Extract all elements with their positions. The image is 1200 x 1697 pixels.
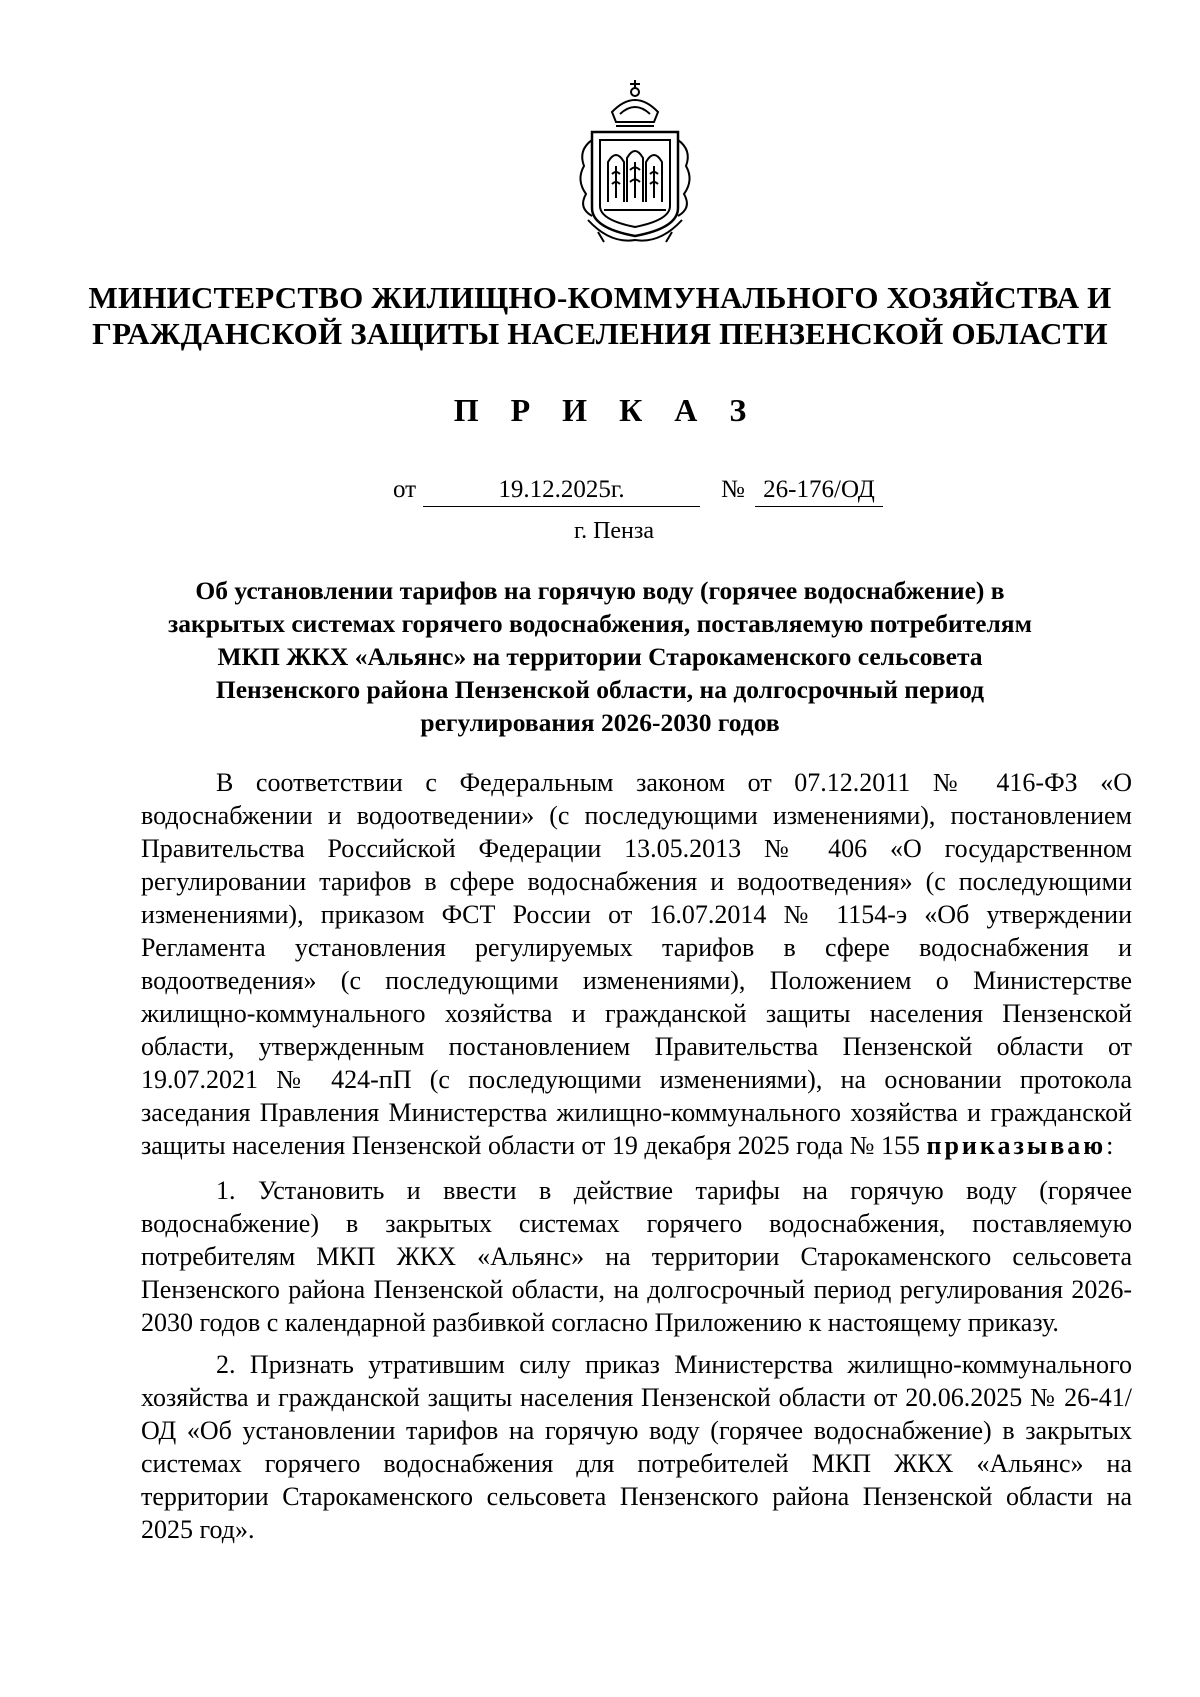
order-item-2: 2. Признать утратившим силу приказ Министерства жилищно-коммунального хозяйства и гражданской защиты населения Пензенской области от 20.06.2025 № 26-41/ОД «Об установлении тарифов на горячую воду (горячее водоснабжение) в закрытых системах горячего водоснабжения для потребителей МКП ЖКХ «Альянс» на территории Старокаменского сельсовета Пензенского района Пензенской области на 2025 год». [141, 1350, 1132, 1544]
ministry-name-line-1: МИНИСТЕРСТВО ЖИЛИЩНО-КОММУНАЛЬНОГО ХОЗЯЙСТВА И [88, 280, 1112, 315]
preamble-text: В соответствии с Федеральным законом от 07.12.2011 № 416-ФЗ «О водоснабжении и водоотведении» (с последующими изменениями), постановлением Правительства Российской Федерации 13.05.2013 № 406 «О государственном регулировании тарифов в сфере водоснабжения и водоотведения» (с последующими изменениями), приказом ФСТ России от 16.07.2014 № 1154-э «Об утверждении Регламента установления регулируемых тарифов в сфере водоснабжения и водоотведения» (с последующими изменениями), Положением о Министерстве жилищно-коммунального хозяйства и гражданской защиты населения Пензенской области, утвержденным постановлением Правительства Пензенской области от 19.07.2021 № 424-пП (с последующими изменениями), на основании протокола заседания Правления Министерства жилищно-коммунального хозяйства и гражданской защиты населения Пензенской области от 19 декабря 2025 года № 155 [141, 768, 1132, 1160]
order-item-1: 1. Установить и ввести в действие тарифы на горячую воду (горячее водоснабжение) в закрытых системах горячего водоснабжения, поставляемую потребителям МКП ЖКХ «Альянс» на территории Старокаменского сельсовета Пензенского района Пензенской области, на долгосрочный период регулирования 2026-2030 годов с календарной разбивкой согласно Приложению к настоящему приказу. [141, 1176, 1132, 1337]
ministry-name [60, 280, 1140, 352]
document-subject [150, 574, 1050, 739]
preamble-paragraph [141, 766, 1132, 1162]
document-type-title: П Р И К А З [453, 392, 759, 428]
number-label: № [721, 476, 745, 503]
document-date: 19.12.2025г. [423, 476, 700, 507]
city-name: г. Пенза [573, 518, 655, 544]
subject-line-2: закрытых системах горячего водоснабжения, поставляемую потребителям [168, 609, 1032, 638]
subject-line-5: регулирования 2026-2030 годов [420, 708, 780, 737]
date-number-row [393, 476, 893, 508]
document-number: 26-176/ОД [755, 476, 883, 507]
ministry-name-line-2: ГРАЖДАНСКОЙ ЗАЩИТЫ НАСЕЛЕНИЯ ПЕНЗЕНСКОЙ ОБЛАСТИ [92, 316, 1108, 351]
document-body [141, 766, 1132, 1555]
penza-region-coat-of-arms-icon [570, 70, 700, 250]
subject-line-4: Пензенского района Пензенской области, на долгосрочный период [215, 675, 985, 704]
order-word: приказываю [926, 1131, 1107, 1160]
subject-line-1: Об установлении тарифов на горячую воду (горячее водоснабжение) в [195, 576, 1005, 605]
from-label: от [393, 476, 417, 503]
order-colon: : [1106, 1131, 1114, 1160]
subject-line-3: МКП ЖКХ «Альянс» на территории Старокаменского сельсовета [217, 642, 983, 671]
